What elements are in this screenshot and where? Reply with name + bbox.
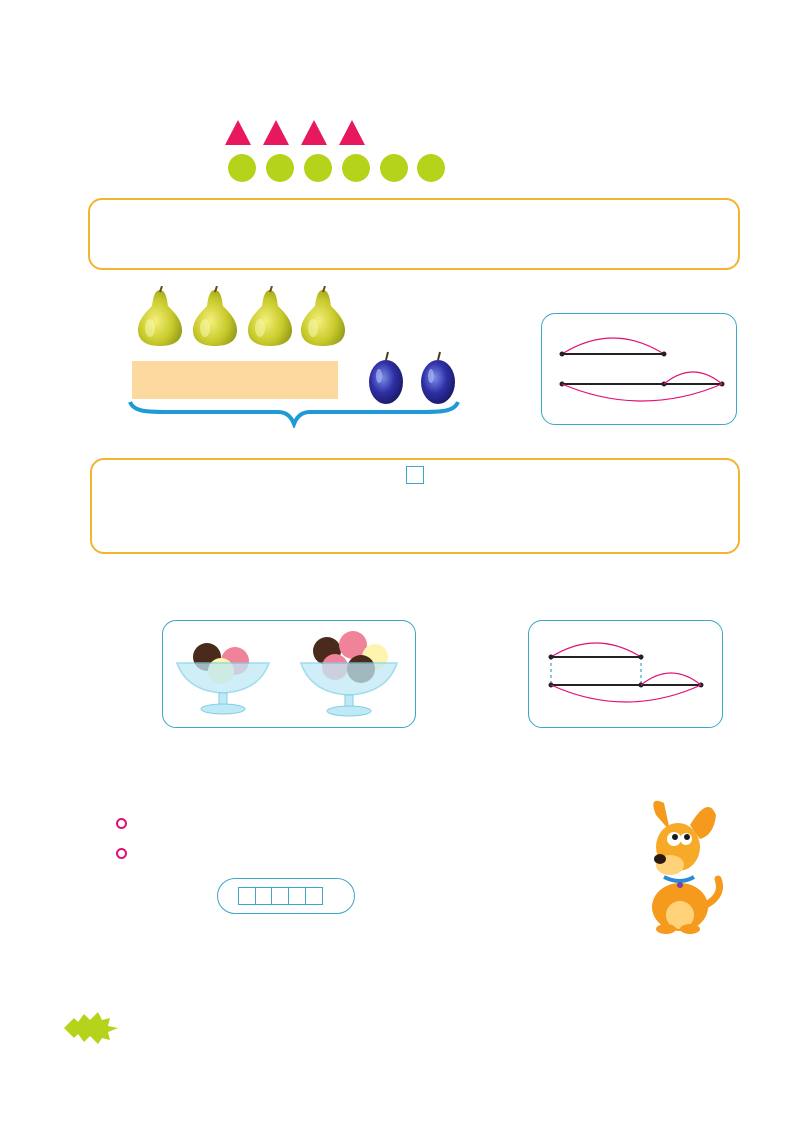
bullet-icon — [116, 818, 127, 829]
page-number-badge — [64, 1012, 118, 1044]
ice-cream-bowl-2 — [301, 631, 397, 716]
triangle-shape — [263, 120, 289, 145]
answer-cell[interactable] — [288, 887, 306, 905]
rule-box — [88, 198, 740, 270]
plum-icon — [421, 352, 455, 404]
circles-row — [228, 153, 450, 185]
pear-icon — [301, 286, 345, 346]
plum-icon — [369, 352, 403, 404]
task-2-bullet-1 — [116, 810, 134, 838]
circle-shape — [266, 154, 294, 182]
ice-cream-bowl-1 — [177, 643, 269, 714]
equation-line — [110, 464, 718, 491]
answer-cell[interactable] — [271, 887, 289, 905]
reasoning-box — [90, 458, 740, 554]
circle-shape — [417, 154, 445, 182]
scheme-1-box — [541, 313, 737, 425]
answer-cell[interactable] — [238, 887, 256, 905]
circle-shape — [228, 154, 256, 182]
circle-shape — [304, 154, 332, 182]
circle-shape — [380, 154, 408, 182]
task-2-bullet-2 — [116, 840, 134, 868]
triangle-shape — [301, 120, 327, 145]
scheme-2-diagram — [529, 621, 724, 729]
pears-illustration — [134, 286, 349, 348]
equation-answer-capsule — [217, 878, 355, 914]
answer-cell[interactable] — [255, 887, 273, 905]
triangle-shape — [339, 120, 365, 145]
task-3-line — [92, 950, 96, 978]
dog-mascot-illustration — [630, 795, 725, 935]
pear-icon — [248, 286, 292, 346]
top-star-border — [14, 60, 744, 74]
answer-cell[interactable] — [305, 887, 323, 905]
circle-shape — [342, 154, 370, 182]
equation-cells[interactable] — [239, 887, 323, 905]
pear-icon — [138, 286, 182, 346]
scheme-1-diagram — [542, 314, 738, 426]
answer-square[interactable] — [406, 466, 424, 484]
scheme-2-box — [528, 620, 723, 728]
triangle-shape — [225, 120, 251, 145]
brace-bracket — [128, 398, 460, 428]
ice-cream-box — [162, 620, 416, 728]
pear-icon — [193, 286, 237, 346]
bullet-icon — [116, 848, 127, 859]
ice-cream-illustration — [163, 621, 417, 729]
same-amount-label — [132, 361, 338, 399]
triangles-row — [225, 118, 375, 148]
